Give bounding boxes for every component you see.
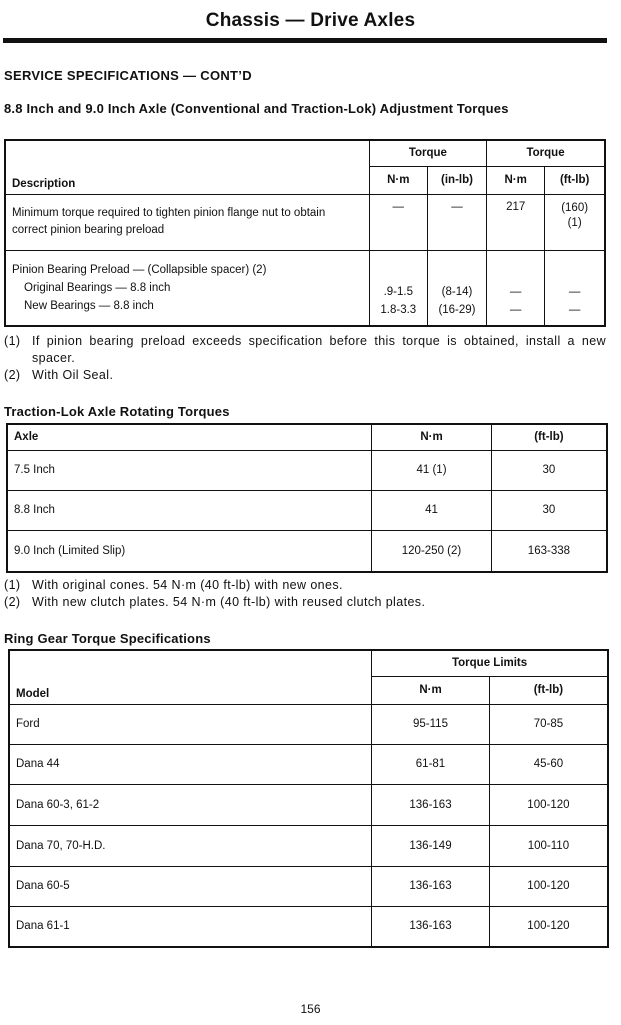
ring-gear-table	[8, 649, 609, 948]
cell-nm: 41 (1)	[372, 450, 492, 490]
col-nm-2: N·m	[487, 166, 545, 194]
cell-nm: 120-250 (2)	[372, 530, 492, 572]
col-nm: N·m	[372, 676, 490, 704]
col-axle: Axle	[7, 424, 372, 450]
col-inlb: (in-lb)	[427, 166, 486, 194]
page-number: 156	[300, 1002, 321, 1016]
value: —	[509, 286, 522, 298]
footnote-ref: (1)	[567, 216, 582, 229]
cell-ftlb: 100-120	[489, 784, 608, 825]
col-description: Description	[5, 140, 369, 194]
table-row	[9, 906, 608, 947]
col-ftlb: (ft-lb)	[491, 424, 607, 450]
cell-nm-2	[487, 250, 545, 326]
cell-nm: 41	[372, 490, 492, 530]
cell-nm-1: —	[369, 194, 427, 250]
cell-model: Dana 60-3, 61-2	[9, 784, 372, 825]
footnote	[4, 594, 606, 611]
adjustment-torques-notes	[4, 333, 606, 384]
cell-nm-1	[369, 250, 427, 326]
description-line: Pinion Bearing Preload — (Collapsible spacer) (2)	[12, 263, 267, 276]
value: 1.8-3.3	[380, 304, 417, 316]
footnote-number: (2)	[4, 368, 21, 382]
table-row	[9, 704, 608, 744]
footnote-number: (1)	[4, 334, 21, 348]
cell-ftlb: 100-120	[489, 906, 608, 947]
col-model: Model	[9, 650, 372, 704]
footnote-text: With Oil Seal.	[32, 368, 114, 382]
description-line: correct pinion bearing preload	[12, 224, 165, 236]
ring-gear-title: Ring Gear Torque Specifications	[4, 631, 211, 646]
value: (8-14)	[441, 286, 473, 298]
cell-ftlb: 45-60	[489, 744, 608, 784]
table-row	[9, 825, 608, 866]
cell-ftlb: 30	[491, 490, 607, 530]
rotating-torques-table	[6, 423, 608, 573]
value: —	[568, 286, 581, 298]
group-header-torque-1: Torque	[369, 140, 486, 166]
table-row	[5, 250, 605, 326]
cell-ftlb: 163-338	[491, 530, 607, 572]
table-row	[7, 530, 607, 572]
cell-ftlb: 70-85	[489, 704, 608, 744]
section-heading: SERVICE SPECIFICATIONS — CONT’D	[4, 68, 252, 83]
cell-nm: 136-163	[372, 906, 490, 947]
cell-ftlb: 100-110	[489, 825, 608, 866]
footnote-text: If pinion bearing preload exceeds specification before this torque is obtained, install a new spacer.	[32, 334, 606, 365]
value: —	[509, 304, 522, 316]
rotating-torques-title: Traction-Lok Axle Rotating Torques	[4, 404, 230, 419]
value: —	[568, 304, 581, 316]
cell-ftlb: 100-120	[489, 866, 608, 906]
cell-ftlb: 30	[491, 450, 607, 490]
value: .9-1.5	[383, 286, 413, 298]
col-ftlb: (ft-lb)	[489, 676, 608, 704]
table-row	[7, 490, 607, 530]
cell-axle: 9.0 Inch (Limited Slip)	[7, 530, 372, 572]
cell-ftlb	[545, 194, 605, 250]
col-ftlb: (ft-lb)	[545, 166, 605, 194]
page-title: Chassis — Drive Axles	[205, 10, 416, 31]
footnote-text: With new clutch plates. 54 N·m (40 ft-lb) with reused clutch plates.	[32, 595, 426, 609]
group-header-torque-limits: Torque Limits	[372, 650, 608, 676]
description-sub: Original Bearings — 8.8 inch	[24, 281, 171, 294]
description-line: Minimum torque required to tighten pinion flange nut to obtain	[12, 207, 326, 219]
table-row	[9, 784, 608, 825]
footnote-number: (2)	[4, 595, 21, 609]
cell-nm: 136-163	[372, 784, 490, 825]
table-row	[7, 450, 607, 490]
adjustment-torques-table	[4, 139, 606, 327]
cell-nm: 136-163	[372, 866, 490, 906]
footnote	[4, 367, 606, 384]
ftlb-value: (160)	[561, 201, 589, 214]
cell-model: Dana 70, 70-H.D.	[9, 825, 372, 866]
col-nm-1: N·m	[369, 166, 427, 194]
cell-nm: 61-81	[372, 744, 490, 784]
rotating-torques-notes	[4, 577, 606, 611]
cell-inlb	[427, 250, 486, 326]
cell-ftlb	[545, 250, 605, 326]
cell-axle: 8.8 Inch	[7, 490, 372, 530]
cell-model: Dana 44	[9, 744, 372, 784]
table-row	[5, 194, 605, 250]
table-row	[9, 866, 608, 906]
adjustment-torques-title: 8.8 Inch and 9.0 Inch Axle (Conventional and Traction-Lok) Adjustment Torques	[4, 101, 509, 116]
group-header-torque-2: Torque	[487, 140, 605, 166]
title-rule	[3, 38, 607, 43]
footnote-text: With original cones. 54 N·m (40 ft-lb) with new ones.	[32, 578, 343, 592]
footnote-number: (1)	[4, 578, 21, 592]
row-description	[5, 250, 369, 326]
cell-model: Dana 60-5	[9, 866, 372, 906]
description-sub: New Bearings — 8.8 inch	[24, 299, 154, 312]
cell-nm: 136-149	[372, 825, 490, 866]
cell-model: Ford	[9, 704, 372, 744]
footnote	[4, 333, 606, 367]
cell-nm: 95-115	[372, 704, 490, 744]
table-row	[9, 744, 608, 784]
col-nm: N·m	[372, 424, 492, 450]
cell-axle: 7.5 Inch	[7, 450, 372, 490]
cell-nm-2: 217	[487, 194, 545, 250]
cell-inlb: —	[427, 194, 486, 250]
value: (16-29)	[438, 304, 476, 316]
cell-model: Dana 61-1	[9, 906, 372, 947]
row-description	[5, 194, 369, 250]
footnote	[4, 577, 606, 594]
